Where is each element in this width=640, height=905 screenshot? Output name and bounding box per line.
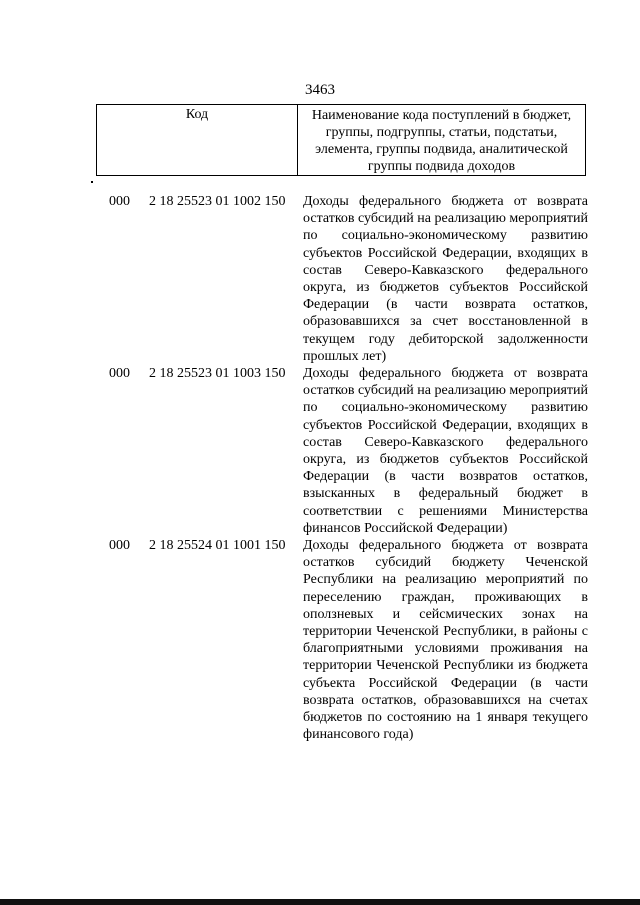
income-description: Доходы федерального бюджета от возврата остатков субсидий бюджету Чеченской Республики на реализацию мероприятий по переселению граждан, проживающих в оползневых и сейсмических зонах на территории Чеченской Республики, в районы с благоприятными условиями проживания на территории Чеченской Республики из бюджета субъекта Российской Федерации (в части возврата остатков, образовавшихся на счетах бюджетов по состоянию на 1 января текущего финансового года): [303, 538, 588, 743]
table-row: [109, 365, 589, 537]
income-code: 2 18 25523 01 1003 150: [149, 366, 286, 382]
header-name-label: Наименование кода поступлений в бюджет, группы, подгруппы, статьи, подстатьи, элемента, группы подвида, аналитической группы подвида доходов: [298, 105, 586, 175]
table-body: [109, 193, 589, 744]
admin-code: 000: [109, 366, 130, 382]
margin-mark: [91, 181, 93, 183]
header-code-label: Код: [96, 105, 298, 175]
income-description: Доходы федерального бюджета от возврата остатков субсидий на реализацию мероприятий по социально-экономическому развитию субъектов Российской Федерации, входящих в состав Северо-Кавказского федерального округа, из бюджетов субъектов Российской Федерации (в части возврата остатков, образовавшихся за счет восстановленной в текущем году дебиторской задолженности прошлых лет): [303, 194, 588, 364]
table-row: [109, 193, 589, 365]
table-header: [96, 104, 586, 176]
table-row: [109, 537, 589, 743]
scan-edge-bar: [0, 899, 640, 905]
admin-code: 000: [109, 538, 130, 554]
income-code: 2 18 25523 01 1002 150: [149, 194, 286, 209]
page-number: 3463: [305, 82, 335, 98]
admin-code: 000: [109, 194, 130, 209]
income-description: Доходы федерального бюджета от возврата остатков субсидий на реализацию мероприятий по социально-экономическому развитию субъектов Российской Федерации, входящих в состав Северо-Кавказского федерального округа, из бюджетов субъектов Российской Федерации (в части возвратов остатков, взысканных в федеральный бюджет в соответствии с решениями Министерства финансов Российской Федерации): [303, 366, 588, 536]
income-code: 2 18 25524 01 1001 150: [149, 538, 286, 554]
